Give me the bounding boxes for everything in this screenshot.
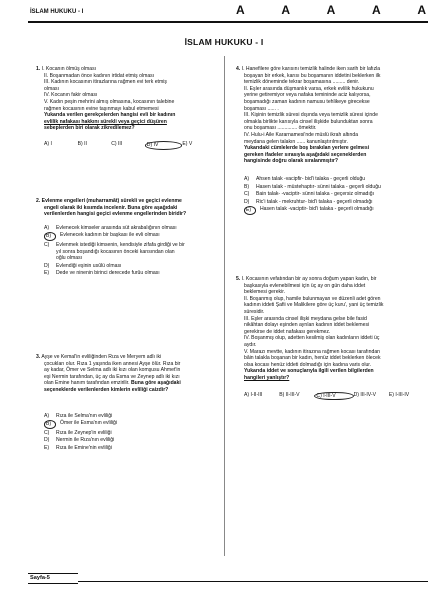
q4-line: olmakla birlikte karısıyla cinsel ilişkide bulunduktan sonra	[244, 118, 373, 125]
q3-line: Ayşe ve Kemal'in evliliğinden Rıza ve Meryem adlı iki	[41, 354, 162, 360]
q1-line: II. Boşanmadan önce kadının irtidat etmiş olması	[44, 72, 155, 79]
option-b[interactable]	[36, 420, 216, 429]
q5-line: III. Eşler arasında cinsel ilişki meydana gelse bile fasid	[244, 315, 367, 322]
q4-prompt: hangisinde doğru olarak sıralanmıştır?	[244, 158, 338, 165]
q3-prompt: seçeneklerde verilenlerden kimlerin evliliği caizdir?	[44, 386, 169, 393]
booklet-letter: A	[371, 3, 381, 17]
option-text: Dede ve ninenin birinci derecede furûu olması	[56, 270, 160, 277]
option-a[interactable]: A) I	[44, 140, 52, 147]
question-number: 5.	[236, 276, 241, 282]
option-text: Bain talak- -vaciptir- sünni talaka - geçersiz olmadığı	[256, 191, 375, 198]
option-text-line: oğlu olması	[56, 255, 83, 262]
q4-line: I. Hanefilere göre karısını temizlik halinde iken sarih bir lafızla	[241, 66, 381, 72]
q4-line: meydana gelen talakın ...... kanunlaştırılmıştır.	[244, 138, 348, 145]
option-d[interactable]	[36, 263, 216, 270]
option-a[interactable]	[36, 413, 216, 420]
q1-prompt: sebeplerden biri olarak zikredilemez?	[44, 125, 135, 132]
q5-line: I. Kocasının vefatından bir ay sonra doğum yapan kadın, bir	[241, 276, 377, 282]
q4-line: IV. Hulu-i Aile Kararnamesi'nde müslü ikrah altında	[244, 131, 359, 138]
option-c[interactable]	[36, 242, 216, 262]
question-5	[236, 276, 424, 400]
q1-line: I. Kocanın ölmüş olması	[41, 66, 97, 72]
q5-line: bâin talakla boşanan bir kadın, henüz iddet beklerken ölecek	[244, 355, 381, 362]
option-text: Rıza ile Selma'nın evliliği	[56, 412, 113, 419]
q4-line: III. Kişinin temizlik süresi dışında veya temizlik süresi içinde	[244, 112, 378, 119]
question-number: 2.	[36, 198, 41, 204]
q5-line: IV. Boşanmış olup, adetten kesilmiş olan kadınların iddeti üç	[244, 335, 380, 342]
option-c[interactable]	[36, 430, 216, 437]
q1-line: olması	[44, 85, 60, 92]
q4-prompt: gereken ifadeler sırasıyla aşağıdaki seçeneklerden	[244, 151, 367, 158]
q3-prompt: Buna göre aşağıdaki	[130, 380, 181, 387]
q5-line: başkasıyla evlenebilmesi için üç ay on gün daha iddet	[244, 282, 366, 289]
q4-line: boşamadığı zaman kadının namusu tehlikeye girecekse	[244, 98, 370, 105]
q1-line: V. Kadın peşin mehrini almış olmasına, kocasının talebine	[44, 98, 175, 105]
q4-line: II. Eşler arasında düşmanlık varsa, erkek evlilik hukukunu	[244, 85, 374, 92]
option-a[interactable]	[236, 176, 424, 183]
q5-line: nikâhtan dolayı eşinden ayrılan kadının iddet beklemesi	[244, 322, 370, 329]
option-d[interactable]	[236, 199, 424, 206]
q4-line: temizlik döneminde tekrar boşamasına ......... denir.	[244, 79, 360, 86]
q4-line: yerine getiremiyor veya nafaka temininde aciz kalıyorsa,	[244, 92, 371, 99]
q1-line: rağmen kocasının evine taşınmayı kabul etmemesi	[44, 105, 159, 112]
question-number: 3.	[36, 354, 41, 360]
option-b[interactable]: B) II	[77, 140, 87, 147]
option-e[interactable]	[36, 270, 216, 277]
question-number: 1.	[36, 66, 41, 72]
option-text-line: yıl sonra boşandığı kocasının önceki karısından olan	[56, 248, 175, 255]
q1-line: III. Kadının kocasının itirazlarına rağmen evi terk etmiş	[44, 79, 167, 86]
option-text: Evlenecek kadının bir başkası ile evli olması	[60, 232, 160, 239]
option-label: C)	[44, 241, 50, 248]
option-label: D)	[44, 437, 50, 444]
q1-options	[36, 141, 216, 150]
option-label: A)	[44, 412, 50, 419]
q3-line: ay kadar, Ömer ve Selma adlı iki kızı olan komşusu Ahmet'in	[44, 367, 181, 374]
option-d-selected[interactable]: D) IV	[145, 141, 183, 150]
option-label: E)	[244, 206, 256, 215]
option-a[interactable]: A) I-II-III	[244, 391, 263, 398]
option-text: Hasen talak -vaciptir- bid'i talaka - geçerli olmadığı	[260, 206, 374, 213]
option-label: E)	[44, 270, 50, 277]
option-label: B)	[44, 420, 56, 429]
q3-line: çocukları olur. Rıza 1 yaşında iken annesi Ayşe ölür. Rıza bir	[44, 360, 181, 367]
option-text: Ömer ile Esma'nın evliliği	[60, 420, 118, 427]
q2-prompt: verilenlerden hangisi geçici evlenme engellerinden biridir?	[44, 211, 187, 218]
question-2	[36, 198, 216, 277]
q4-prompt: Yukarıdaki cümlelerde boş bırakılan yerlere gelmesi	[244, 145, 370, 152]
option-b[interactable]	[236, 184, 424, 191]
option-text: Ric'i talak - mekruhtur- bid'i talaka - geçerli olmadığı	[256, 198, 373, 205]
option-text: Rıza ile Zeynep'in evliliği	[56, 429, 112, 436]
q2-prompt: engeli olarak iki kısımda incelenir. Buna göre aşağıdaki	[44, 204, 178, 211]
option-c[interactable]	[236, 191, 424, 198]
q1-prompt: Yukarıda verilen gerekçelerden hangisi evli bir kadının	[44, 112, 176, 119]
question-number: 4.	[236, 66, 241, 72]
question-4	[236, 66, 424, 215]
q5-options	[236, 392, 424, 401]
q4-line: boşayan bir erkek, karısı bu boşamanın iddetini beklerken ilk	[244, 72, 381, 79]
header-label: İSLAM HUKUKU - I	[30, 9, 84, 15]
booklet-letter: A	[417, 3, 426, 17]
q5-prompt: Yukarıda iddet ve sonuçlarıyla ilgili verilen bilgilerden	[244, 368, 374, 375]
q3-line: eşi Nermin tarafından, üç ay da Esma ve Zeynep adlı iki kızı	[44, 373, 180, 380]
page-number: Sayfa-5	[28, 573, 78, 584]
option-d[interactable]	[36, 437, 216, 444]
booklet-letters	[236, 3, 426, 17]
option-a[interactable]	[36, 225, 216, 232]
q5-line: kadının iddeti Şafii ve Malikilere göre üç kuru', yani üç temizlik	[244, 302, 384, 309]
option-d[interactable]: D) III-IV-V	[353, 391, 376, 398]
booklet-letter: A	[326, 3, 336, 17]
booklet-letter: A	[281, 3, 290, 17]
footer-rule	[78, 581, 428, 582]
q5-line: beklemesi gerekir.	[244, 289, 286, 296]
option-label: A)	[244, 175, 250, 182]
option-e[interactable]	[36, 445, 216, 452]
question-3	[36, 354, 216, 452]
q5-line: aydır.	[244, 341, 257, 348]
option-b[interactable]: B) II-III-V	[279, 391, 300, 398]
q5-line: olsa kocası henüz iddeti dolmadığı için kadına varis olur.	[244, 361, 372, 368]
option-label: B)	[44, 232, 56, 241]
option-text	[56, 242, 185, 262]
q5-line: gerekirse de iddet nafakası gerekmez.	[244, 328, 331, 335]
q5-prompt: hangileri yanlıştır?	[244, 374, 290, 381]
option-e[interactable]: E) I-III-IV	[388, 391, 410, 398]
option-b[interactable]	[36, 232, 216, 241]
option-text: Rıza ile Emine'nin evliliği	[56, 444, 112, 451]
option-text: Hasen talak - müstehaptır- sünni talaka - geçerli olduğu	[256, 183, 381, 190]
q4-line: boşaması ...... .	[244, 105, 279, 112]
option-label: C)	[244, 191, 250, 198]
q5-line: süresidir.	[244, 308, 265, 315]
option-label: D)	[244, 198, 250, 205]
q4-line: onu boşaması .............. ömektir.	[244, 125, 317, 132]
option-text: Nermin ile Rıza'nın evliliği	[56, 437, 115, 444]
q5-line: V. Marazı mevtte, kadının itirazına rağmen kocası tarafından	[244, 348, 380, 355]
option-text: Evlenecek kimseler arasında süt akrabalığının olması	[56, 224, 177, 231]
booklet-letter: A	[236, 3, 245, 17]
question-1	[36, 66, 216, 150]
option-e[interactable]	[236, 206, 424, 215]
q3-line: olan Emine hanım tarafından emzirilir.	[44, 380, 130, 387]
option-text: Ahsen talak -vacipfir- bid'i talaka - geçerli olduğu	[256, 175, 366, 182]
q1-line: IV. Kocanın fakir olması	[44, 92, 98, 99]
option-label: E)	[44, 444, 50, 451]
option-label: A)	[44, 224, 50, 231]
option-label: B)	[244, 183, 250, 190]
page-title: İSLAM HUKUKU - I	[184, 37, 264, 47]
option-label: C)	[44, 429, 50, 436]
option-e[interactable]: E) V	[182, 140, 193, 147]
q1-prompt: evlilik nafakası hakkını sürekli veya geçici düşüren	[44, 118, 167, 125]
option-text-line: Evlenmek istediği kimsenin, kendisiyle zifafa girdiği ve bir	[56, 241, 185, 248]
option-text: Evlendiği eşinin usûlü olması	[56, 262, 122, 269]
option-label: D)	[44, 262, 50, 269]
option-c-selected[interactable]: C) I-III-V	[314, 392, 353, 401]
option-c[interactable]: C) III	[111, 140, 123, 147]
column-divider	[224, 56, 225, 556]
q2-prompt: Evlenme engelleri (muharramât) sürekli ve geçici evlenme	[41, 198, 182, 204]
q5-line: II. Boşanmış olup, hamile bulunmayan ve düzenli adet gören	[244, 295, 381, 302]
